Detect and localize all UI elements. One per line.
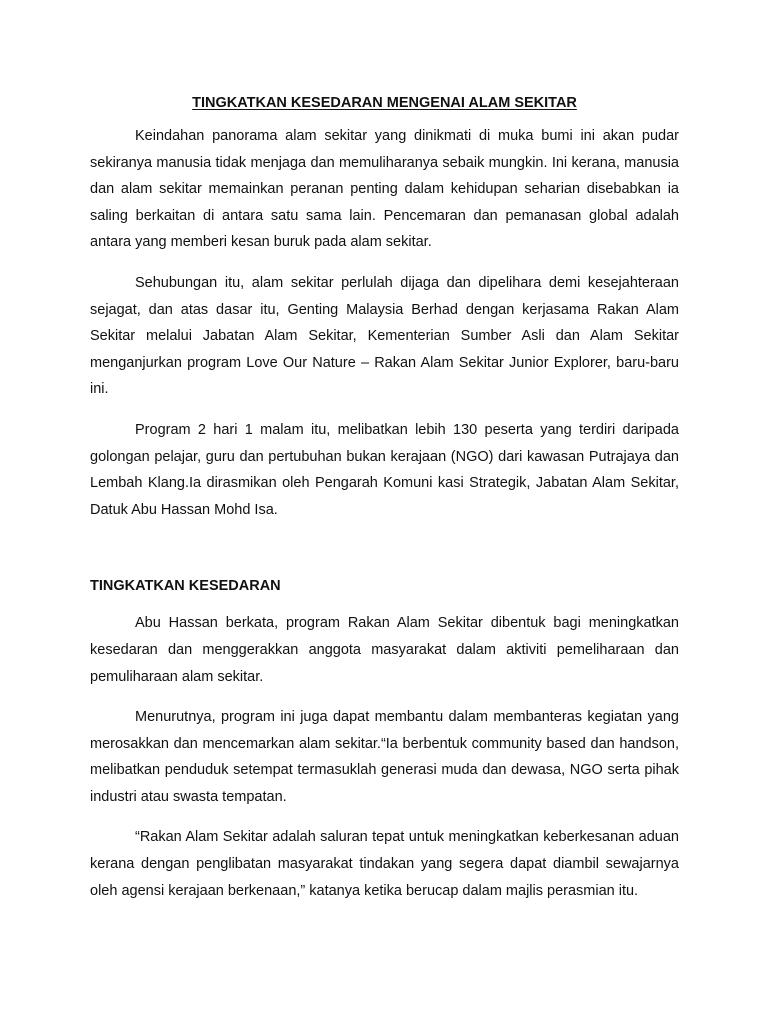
paragraph-section-1: Abu Hassan berkata, program Rakan Alam Sekitar dibentuk bagi meningkatkan kesedaran dan menggerakkan anggota masyarakat dalam aktiviti pemeliharaan dan pemuliharaan alam sekitar. (90, 615, 679, 685)
section-heading: TINGKATKAN KESEDARAN (90, 578, 281, 595)
paragraph-intro-1: Keindahan panorama alam sekitar yang dinikmati di muka bumi ini akan pudar sekiranya manusia tidak menjaga dan memuliharanya sebaik mungkin. Ini kerana, manusia dan alam sekitar memainkan peranan penting dalam kehidupan seharian disebabkan ia saling berkaitan di antara satu sama lain. Pencemaran dan pemanasan global adalah antara yang memberi kesan buruk pada alam sekitar. (90, 128, 679, 251)
document-title: TINGKATKAN KESEDARAN MENGENAI ALAM SEKITAR (192, 95, 577, 111)
paragraph-section-2: Menurutnya, program ini juga dapat membantu dalam membanteras kegiatan yang merosakkan dan mencemarkan alam sekitar.“Ia berbentuk community based dan handson, melibatkan penduduk setempat termasuklah generasi muda dan dewasa, NGO serta pihak industri atau swasta tempatan. (90, 709, 679, 805)
document-page (90, 93, 679, 918)
paragraph-section-3: “Rakan Alam Sekitar adalah saluran tepat untuk meningkatkan keberkesanan aduan kerana dengan penglibatan masyarakat tindakan yang segera dapat diambil sewajarnya oleh agensi kerajaan berkenaan,” katanya ketika berucap dalam majlis perasmian itu. (90, 829, 679, 899)
paragraph-intro-2: Sehubungan itu, alam sekitar perlulah dijaga dan dipelihara demi kesejahteraan sejagat, dan atas dasar itu, Genting Malaysia Berhad dengan kerjasama Rakan Alam Sekitar melalui Jabatan Alam Sekitar, Kementerian Sumber Asli dan Alam Sekitar menganjurkan program Love Our Nature – Rakan Alam Sekitar Junior Explorer, baru-baru ini. (90, 274, 679, 398)
paragraph-intro-3: Program 2 hari 1 malam itu, melibatkan lebih 130 peserta yang terdiri daripada golongan pelajar, guru dan pertubuhan bukan kerajaan (NGO) dari kawasan Putrajaya dan Lembah Klang.Ia dirasmikan oleh Pengarah Komuni kasi Strategik, Jabatan Alam Sekitar, Datuk Abu Hassan Mohd Isa. (90, 421, 679, 518)
